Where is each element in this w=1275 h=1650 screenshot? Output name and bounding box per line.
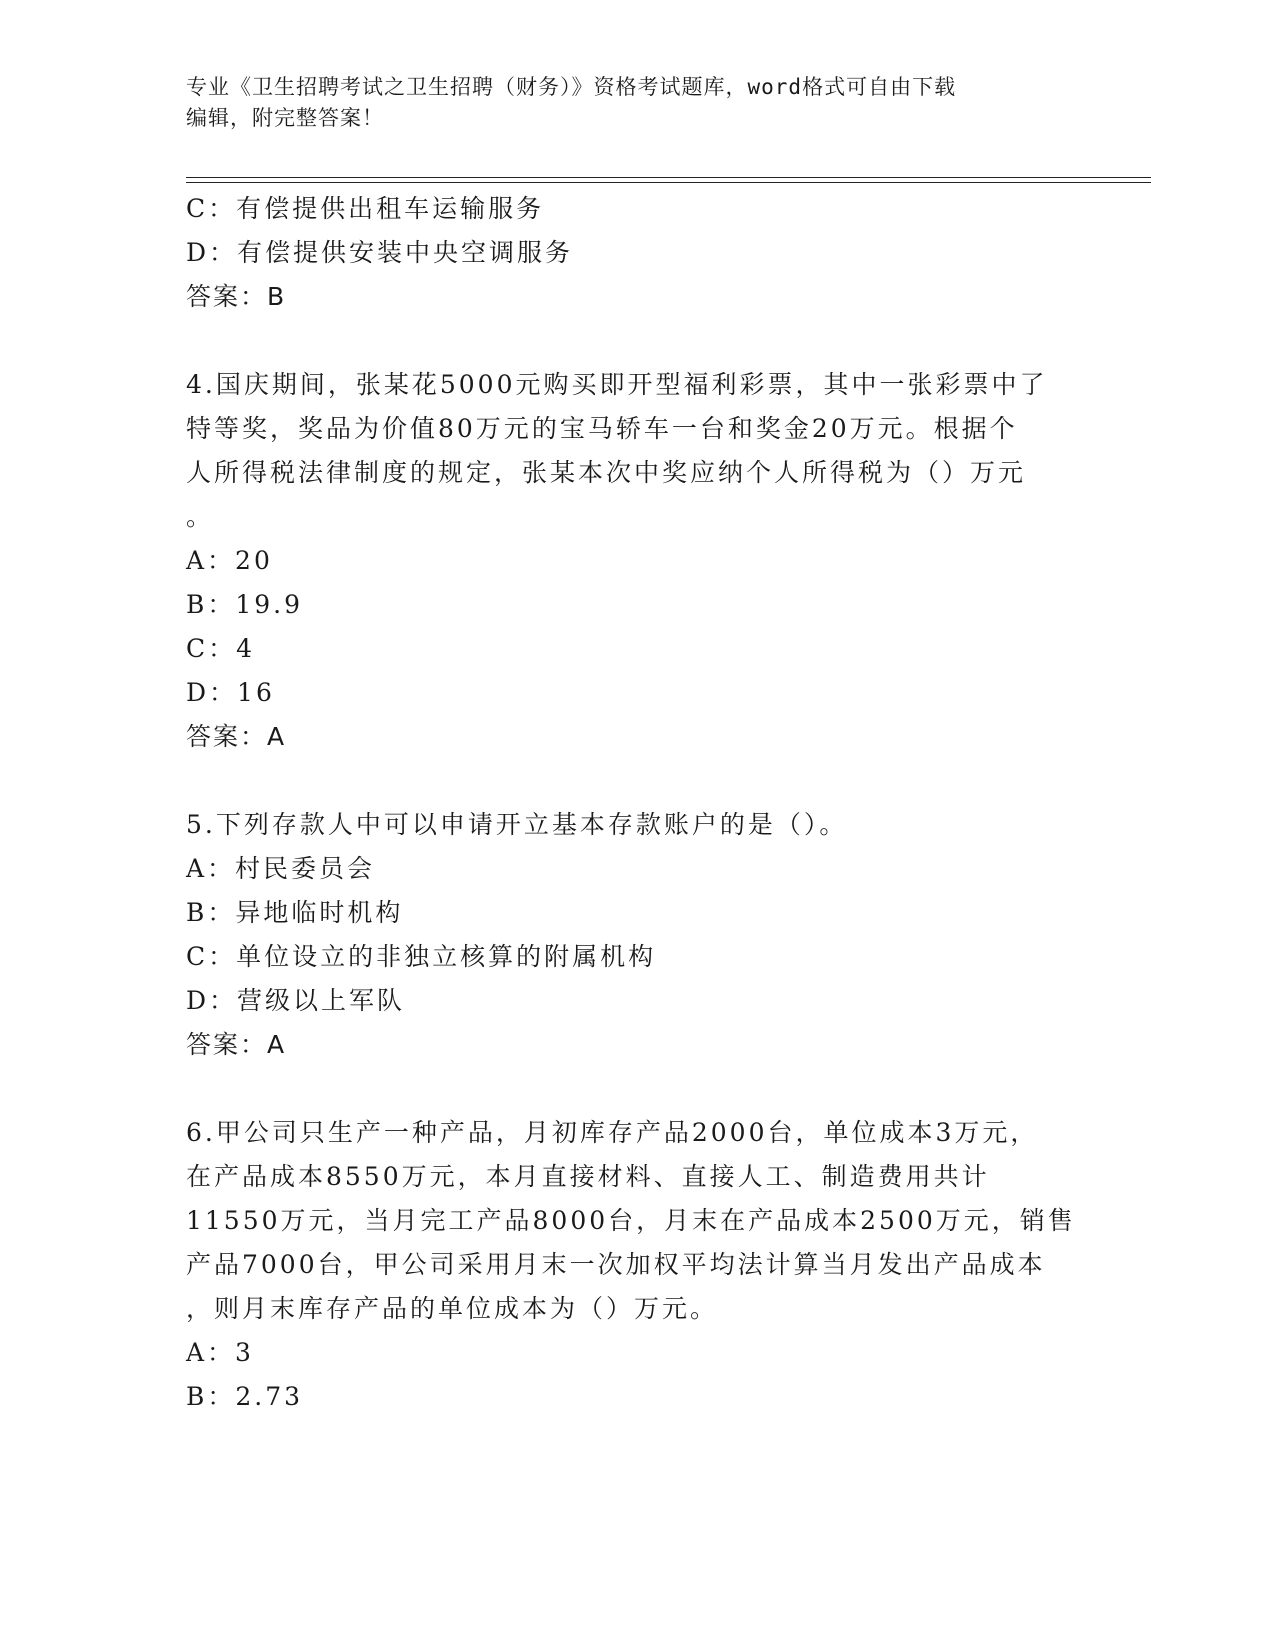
q4-option-b: B：19.9 bbox=[186, 590, 304, 619]
q4-stem-line-1: 4.国庆期间，张某花5000元购买即开型福利彩票，其中一张彩票中了 bbox=[186, 370, 1048, 399]
header-divider-top bbox=[186, 177, 1151, 178]
q5-option-c: C：单位设立的非独立核算的附属机构 bbox=[186, 942, 657, 971]
q5-answer: 答案：A bbox=[186, 1030, 287, 1059]
q4-stem-line-2: 特等奖，奖品为价值80万元的宝马轿车一台和奖金20万元。根据个 bbox=[186, 414, 1018, 443]
document-header bbox=[186, 72, 1086, 134]
q4-stem-line-3: 人所得税法律制度的规定，张某本次中奖应纳个人所得税为（）万元 bbox=[186, 458, 1027, 487]
q3-option-c: C：有偿提供出租车运输服务 bbox=[186, 194, 545, 223]
q6-stem-line-3: 11550万元，当月完工产品8000台，月末在产品成本2500万元，销售 bbox=[186, 1206, 1076, 1235]
q4-stem-line-4: 。 bbox=[186, 502, 215, 531]
q4-option-a: A：20 bbox=[186, 546, 273, 575]
q6-stem-line-1: 6.甲公司只生产一种产品，月初库存产品2000台，单位成本3万元， bbox=[186, 1118, 1039, 1147]
q5-option-a: A：村民委员会 bbox=[186, 854, 376, 883]
header-line-2: 编辑，附完整答案！ bbox=[186, 106, 384, 130]
q6-stem-line-5: ，则月末库存产品的单位成本为（）万元。 bbox=[186, 1294, 719, 1323]
q4-option-d: D：16 bbox=[186, 678, 275, 707]
header-divider-bottom bbox=[186, 182, 1151, 183]
q6-stem-line-2: 在产品成本8550万元，本月直接材料、直接人工、制造费用共计 bbox=[186, 1162, 990, 1191]
q6-option-b: B：2.73 bbox=[186, 1382, 304, 1411]
q3-answer: 答案：B bbox=[186, 282, 287, 311]
header-line-1: 专业《卫生招聘考试之卫生招聘（财务）》资格考试题库，word格式可自由下载 bbox=[186, 75, 957, 99]
q5-stem-line-1: 5.下列存款人中可以申请开立基本存款账户的是（）。 bbox=[186, 810, 848, 839]
q5-option-d: D：营级以上军队 bbox=[186, 986, 406, 1015]
q6-option-a: A：3 bbox=[186, 1338, 254, 1367]
q4-answer: 答案：A bbox=[186, 722, 287, 751]
q6-stem-line-4: 产品7000台，甲公司采用月末一次加权平均法计算当月发出产品成本 bbox=[186, 1250, 1046, 1279]
q3-option-d: D：有偿提供安装中央空调服务 bbox=[186, 238, 574, 267]
q4-option-c: C：4 bbox=[186, 634, 256, 663]
q5-option-b: B：异地临时机构 bbox=[186, 898, 404, 927]
